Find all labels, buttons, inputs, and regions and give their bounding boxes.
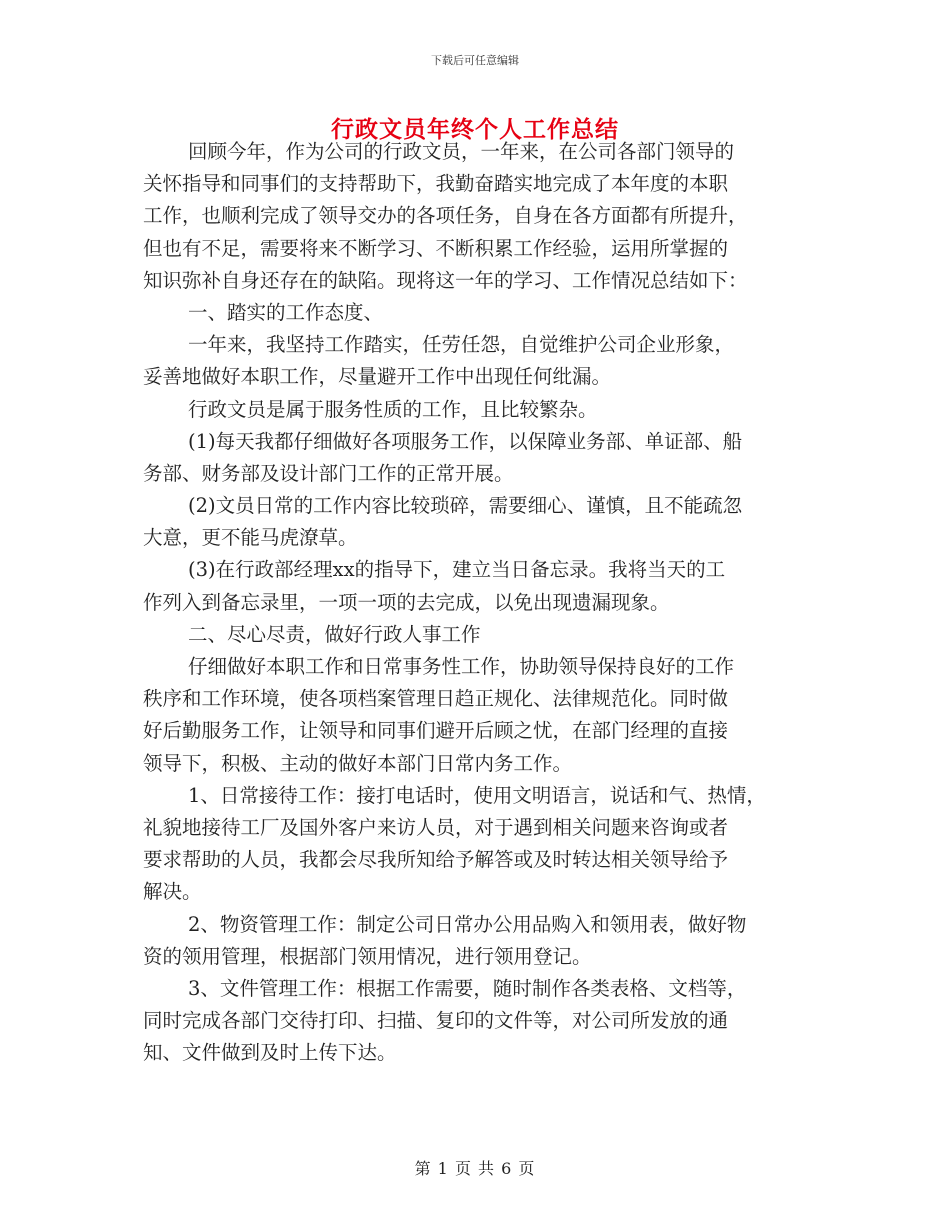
list-item-line: 解决。	[143, 880, 202, 904]
list-item-line: (2)文员日常的工作内容比较琐碎，需要细心、谨慎，且不能疏忽	[188, 494, 743, 518]
paragraph-line: 知识弥补自身还存在的缺陷。现将这一年的学习、工作情况总结如下：	[143, 268, 748, 292]
list-item-line: 作列入到备忘录里，一项一项的去完成，以免出现遗漏现象。	[143, 590, 670, 614]
paragraph-line: 但也有不足，需要将来不断学习、不断积累工作经验，运用所掌握的	[143, 236, 729, 260]
list-item-line: 2、物资管理工作：制定公司日常办公用品购入和领用表，做好物	[188, 912, 747, 936]
paragraph-line: 秩序和工作环境，使各项档案管理日趋正规化、法律规范化。同时做	[143, 687, 729, 711]
list-item-line: 同时完成各部门交待打印、扫描、复印的文件等，对公司所发放的通	[143, 1009, 729, 1033]
paragraph-line: 一年来，我坚持工作踏实，任劳任怨，自觉维护公司企业形象，	[188, 333, 735, 357]
list-item-line: 3、文件管理工作：根据工作需要，随时制作各类表格、文档等，	[188, 976, 747, 1000]
page-footer: 第 1 页 共 6 页	[414, 1159, 536, 1178]
list-item-line: 1、日常接待工作：接打电话时，使用文明语言，说话和气、热情，	[188, 783, 766, 807]
paragraph-line: 工作，也顺利完成了领导交办的各项任务，自身在各方面都有所提升，	[143, 204, 748, 228]
paragraph-line: 好后勤服务工作，让领导和同事们避开后顾之忧，在部门经理的直接	[143, 719, 729, 743]
document-body	[143, 136, 815, 1069]
paragraph-line: 领导下，积极、主动的做好本部门日常内务工作。	[143, 751, 573, 775]
list-item-line: (3)在行政部经理xx的指导下，建立当日备忘录。我将当天的工	[188, 558, 726, 582]
paragraph-line: 回顾今年，作为公司的行政文员，一年来，在公司各部门领导的	[188, 140, 735, 163]
section-heading: 二、尽心尽责，做好行政人事工作	[188, 622, 481, 646]
paragraph-line: 妥善地做好本职工作，尽量避开工作中出现任何纰漏。	[143, 365, 612, 389]
list-item-line: 礼貌地接待工厂及国外客户来访人员，对于遇到相关问题来咨询或者	[143, 815, 729, 839]
list-item-line: (1)每天我都仔细做好各项服务工作，以保障业务部、单证部、船	[188, 429, 743, 453]
section-heading: 一、踏实的工作态度、	[188, 300, 384, 324]
list-item-line: 知、文件做到及时上传下达。	[143, 1041, 397, 1065]
document-title: 行政文员年终个人工作总结	[331, 116, 619, 143]
list-item-line: 要求帮助的人员，我都会尽我所知给予解答或及时转达相关领导给予	[143, 848, 729, 872]
page-header: 下载后可任意编辑	[431, 54, 519, 67]
list-item-line: 大意，更不能马虎潦草。	[143, 526, 358, 550]
paragraph-line: 关怀指导和同事们的支持帮助下，我勤奋踏实地完成了本年度的本职	[143, 172, 729, 196]
list-item-line: 资的领用管理，根据部门领用情况，进行领用登记。	[143, 944, 592, 968]
list-item-line: 务部、财务部及设计部门工作的正常开展。	[143, 461, 514, 485]
paragraph-line: 仔细做好本职工作和日常事务性工作，协助领导保持良好的工作	[188, 655, 735, 678]
paragraph-line: 行政文员是属于服务性质的工作，且比较繁杂。	[188, 397, 598, 421]
